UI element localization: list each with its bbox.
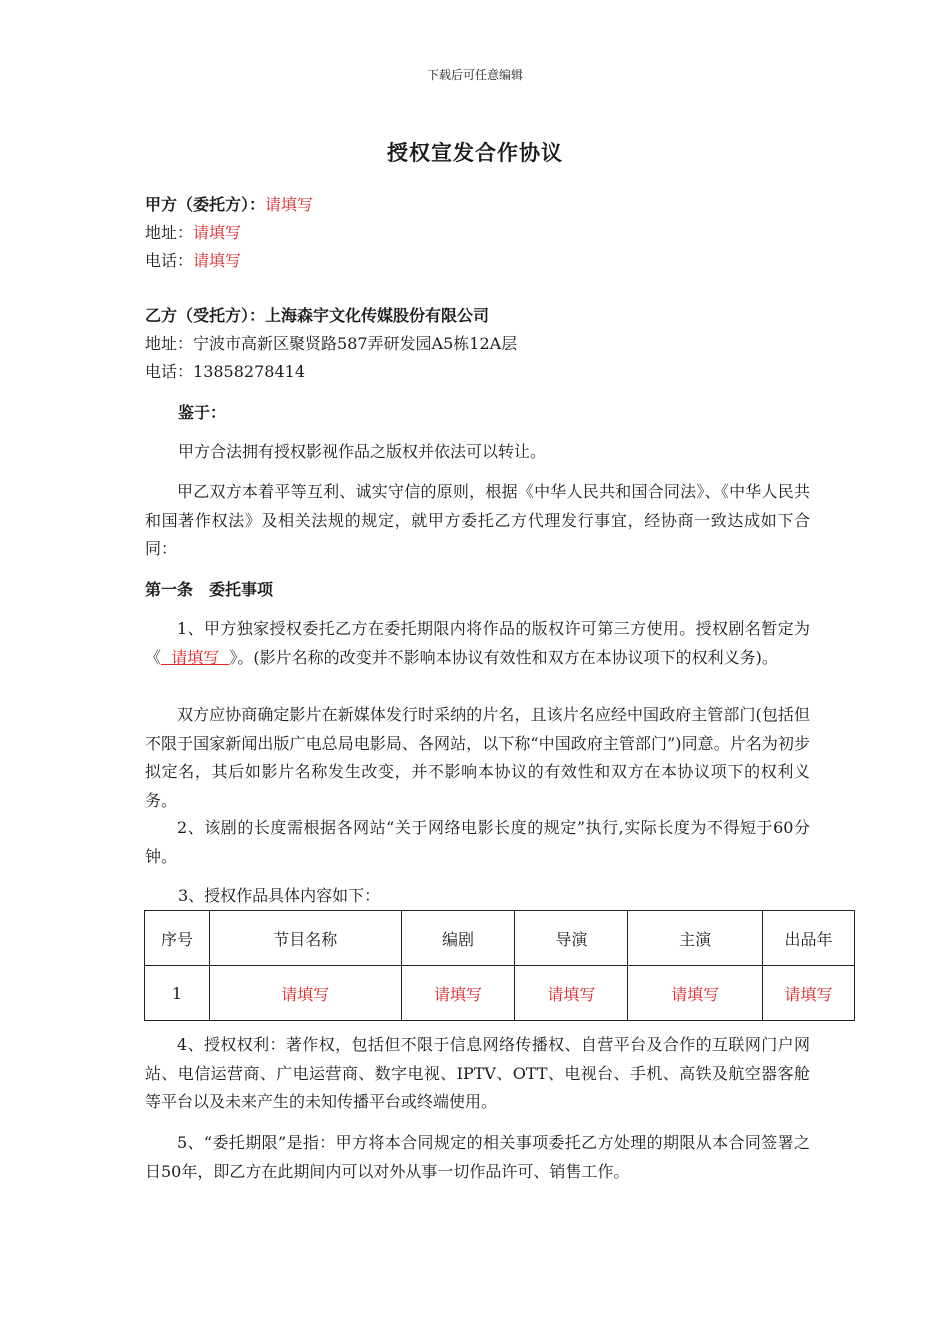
party-b-phone: 13858278414 [193, 362, 305, 381]
party-b-address-line [145, 334, 517, 354]
document-title: 授权宣发合作协议 [387, 140, 563, 165]
party-a-phone-placeholder: 请填写 [193, 251, 242, 270]
header-note: 下载后可任意编辑 [426, 68, 523, 82]
works-table-cell-director: 请填写 [515, 966, 628, 1021]
works-table-header-starring: 主演 [628, 911, 763, 966]
works-table-header-index: 序号 [145, 911, 210, 966]
whereas-paragraph-1: 甲方合法拥有授权影视作品之版权并依法可以转让。 [178, 442, 547, 461]
clause-1-detail: 双方应协商确定影片在新媒体发行时采纳的片名，且该片名应经中国政府主管部门(包括但不限于国家新闻出版广电总局电影局、各网站，以下称“中国政府主管部门”)同意。片名为初步拟定名，其后如影片名称发生改变，并不影响本协议的有效性和双方在本协议项下的权利义务。 [145, 705, 810, 810]
whereas-label: 鉴于： [178, 403, 227, 422]
whereas-paragraph-2: 甲乙双方本着平等互利、诚实守信的原则，根据《中华人民共和国合同法》、《中华人民共和国著作权法》及相关法规的规定，就甲方委托乙方代理发行事宜，经协商一致达成如下合同： [145, 482, 810, 558]
party-b-address: 宁波市高新区聚贤路587弄研发园A5栋12A层 [193, 334, 518, 353]
party-a-name-placeholder: 请填写 [265, 195, 314, 214]
clause-5: 5、“委托期限”是指：甲方将本合同规定的相关事项委托乙方处理的期限从本合同签署之日50年，即乙方在此期间内可以对外从事一切作品许可、销售工作。 [145, 1133, 810, 1181]
party-a-label: 甲方（委托方）： [145, 195, 266, 214]
clause-1-title-placeholder: 请填写 [161, 647, 230, 667]
party-a-address-placeholder: 请填写 [193, 223, 242, 242]
party-b-phone-line [145, 362, 305, 382]
works-table-header-screenwriter: 编剧 [401, 911, 515, 966]
works-table-header-row [145, 911, 855, 966]
party-b-phone-label: 电话： [145, 362, 194, 381]
party-b-name-line [145, 306, 489, 326]
table-row [145, 966, 855, 1021]
clause-2: 2、该剧的长度需根据各网站“关于网络电影长度的规定”执行,实际长度为不得短于60分钟。 [145, 818, 810, 866]
party-a-address-label: 地址： [145, 223, 194, 242]
party-a-phone-line [145, 251, 241, 271]
works-table-cell-screenwriter: 请填写 [401, 966, 515, 1021]
clause-1-text-after: 》。(影片名称的改变并不影响本协议有效性和双方在本协议项下的权利义务)。 [229, 647, 778, 667]
clause-3: 3、授权作品具体内容如下： [178, 886, 381, 905]
works-table-header-year: 出品年 [763, 911, 855, 966]
party-a-name-line [145, 195, 313, 215]
works-table-cell-starring: 请填写 [628, 966, 763, 1021]
clause-1 [145, 615, 810, 672]
clause-4: 4、授权权利：著作权，包括但不限于信息网络传播权、自营平台及合作的互联网门户网站、电信运营商、广电运营商、数字电视、IPTV、OTT、电视台、手机、高铁及航空器客舱等平台以及未来产生的未知传播平台或终端使用。 [145, 1035, 810, 1111]
article-1-heading: 第一条 委托事项 [145, 580, 274, 599]
party-b-label: 乙方（受托方）： [145, 306, 266, 325]
party-a-phone-label: 电话： [145, 251, 194, 270]
works-table-cell-title: 请填写 [209, 966, 401, 1021]
clause-1-text-before: 1、甲方独家授权委托乙方在委托期限内将作品的版权许可第三方使用。授权剧名暂定为《 [145, 619, 810, 667]
party-b-address-label: 地址： [145, 334, 194, 353]
works-table-cell-year: 请填写 [763, 966, 855, 1021]
party-b-name: 上海森宇文化传媒股份有限公司 [265, 306, 490, 325]
works-table [144, 910, 855, 1021]
works-table-header-title: 节目名称 [209, 911, 401, 966]
works-table-header-director: 导演 [515, 911, 628, 966]
works-table-cell-index: 1 [145, 966, 210, 1021]
party-a-address-line [145, 223, 241, 243]
